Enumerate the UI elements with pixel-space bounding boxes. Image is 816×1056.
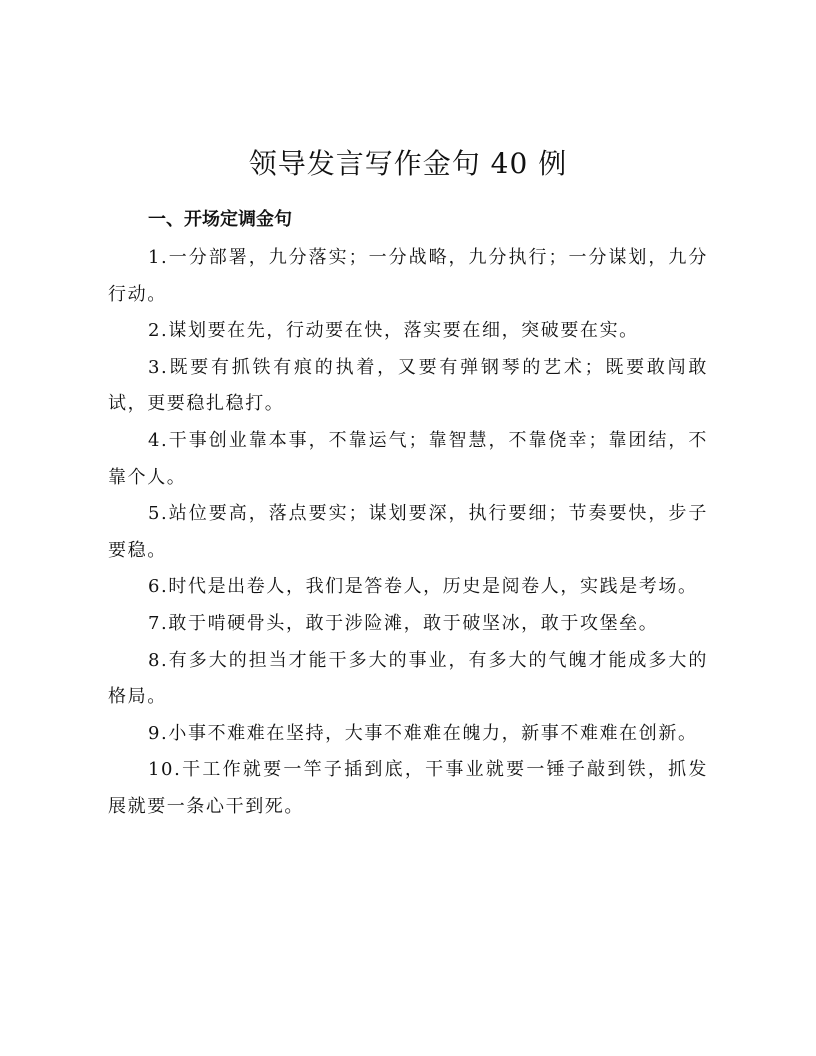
section-heading: 一、开场定调金句	[148, 209, 292, 230]
list-item: 6.时代是出卷人，我们是答卷人，历史是阅卷人，实践是考场。	[148, 576, 698, 598]
list-item: 7.敢于啃硬骨头，敢于涉险滩，敢于破坚冰，敢于攻堡垒。	[148, 612, 659, 634]
list-item: 4.干事创业靠本事，不靠运气；靠智慧，不靠侥幸；靠团结，不靠个人。	[108, 429, 708, 488]
document-title: 领导发言写作金句 40 例	[248, 147, 568, 180]
list-item: 2.谋划要在先，行动要在快，落实要在细，突破要在实。	[148, 320, 639, 342]
list-item: 5.站位要高，落点要实；谋划要深，执行要细；节奏要快，步子要稳。	[108, 503, 708, 561]
list-item: 9.小事不难难在坚持，大事不难难在魄力，新事不难难在创新。	[148, 722, 698, 744]
list-item: 10.干工作就要一竿子插到底，干事业就要一锤子敲到铁，抓发展就要一条心干到死。	[108, 759, 708, 817]
list-item: 3.既要有抓铁有痕的执着，又要有弹钢琴的艺术；既要敢闯敢试，更要稳扎稳打。	[108, 356, 708, 415]
list-item: 1.一分部署，九分落实；一分战略，九分执行；一分谋划，九分行动。	[108, 247, 708, 305]
list-item: 8.有多大的担当才能干多大的事业，有多大的气魄才能成多大的格局。	[108, 649, 708, 708]
quote-list	[108, 240, 708, 826]
